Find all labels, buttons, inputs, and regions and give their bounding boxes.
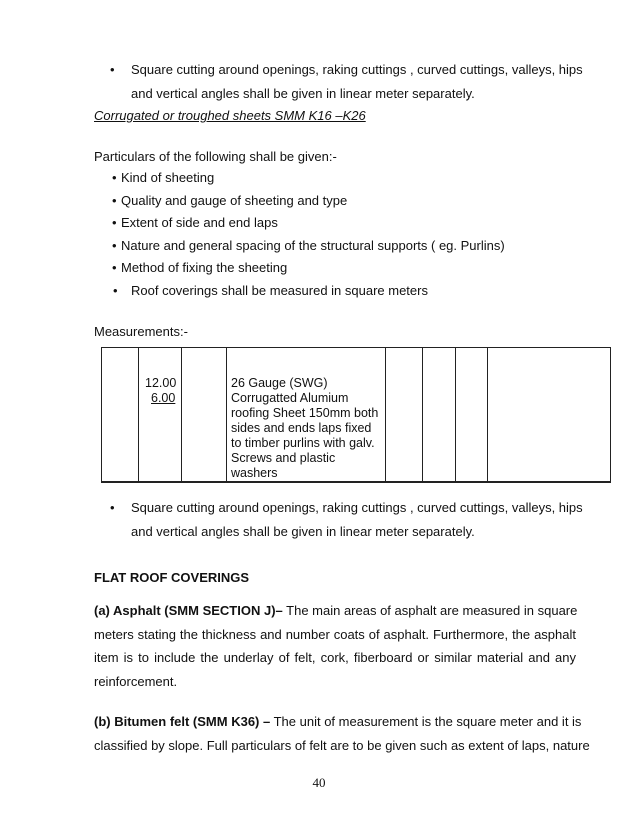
particulars-item: Roof coverings shall be measured in square meters [131, 283, 428, 298]
corrugated-heading: Corrugated or troughed sheets SMM K16 –K26 [94, 108, 366, 123]
particulars-item: Kind of sheeting [121, 170, 215, 185]
measurements-label: Measurements:- [94, 324, 188, 339]
bullet-icon: • [112, 260, 117, 275]
bullet-icon: • [112, 193, 117, 208]
measurement-table [101, 347, 611, 483]
dimension-value: 6.00 [151, 391, 176, 405]
dimension-value: 12.00 [145, 376, 177, 390]
asphalt-line3: item is to include the underlay of felt, cork, fiberboard or similar material and any [94, 650, 576, 665]
bitumen-line1 [94, 714, 582, 730]
bullet-icon: • [110, 62, 115, 77]
table-cell-empty [386, 348, 423, 483]
asphalt-line2: meters stating the thickness and number coats of asphalt. Furthermore, the asphalt [94, 627, 576, 642]
particulars-item: Method of fixing the sheeting [121, 260, 288, 275]
particulars-item: Extent of side and end laps [121, 215, 278, 230]
particulars-item: Nature and general spacing of the structural supports ( eg. Purlins) [121, 238, 505, 253]
table-cell-squaring [182, 348, 227, 483]
bullet-icon: • [112, 170, 117, 185]
table-cell-dimension [139, 348, 182, 483]
table-cell-timesing [102, 348, 139, 483]
second-bullet-line2: and vertical angles shall be given in linear meter separately. [131, 524, 475, 539]
bullet-icon: • [113, 283, 118, 298]
flat-roof-heading: FLAT ROOF COVERINGS [94, 570, 250, 585]
table-cell-empty [423, 348, 456, 483]
table-cell-description [227, 348, 386, 483]
asphalt-line1 [94, 603, 576, 619]
particulars-item: Quality and gauge of sheeting and type [121, 193, 348, 208]
asphalt-text: The main areas of asphalt are measured in square [282, 603, 578, 618]
asphalt-line4: reinforcement. [94, 674, 178, 689]
intro-bullet-line2: and vertical angles shall be given in linear meter separately. [131, 86, 475, 101]
asphalt-label: (a) Asphalt (SMM SECTION J)– [94, 603, 283, 618]
intro-bullet-line1: Square cutting around openings, raking cuttings , curved cuttings, valleys, hips [131, 62, 583, 77]
table-cell-empty [456, 348, 488, 483]
item-description: 26 Gauge (SWG) Corrugatted Alumium roofing Sheet 150mm both sides and ends laps fixed to timber purlins with galv. Screws and plastic washers [231, 376, 379, 480]
particulars-intro: Particulars of the following shall be given:- [94, 149, 337, 164]
bullet-icon: • [110, 500, 115, 515]
bullet-icon: • [112, 238, 117, 253]
bitumen-line2: classified by slope. Full particulars of felt are to be given such as extent of laps, nature [94, 738, 590, 753]
bitumen-label: (b) Bitumen felt (SMM K36) – [94, 714, 271, 729]
bitumen-text: The unit of measurement is the square meter and it is [270, 714, 582, 729]
table-cell-empty [488, 348, 611, 483]
second-bullet-line1: Square cutting around openings, raking cuttings , curved cuttings, valleys, hips [131, 500, 583, 515]
page-number: 40 [312, 775, 326, 790]
bullet-icon: • [112, 215, 117, 230]
